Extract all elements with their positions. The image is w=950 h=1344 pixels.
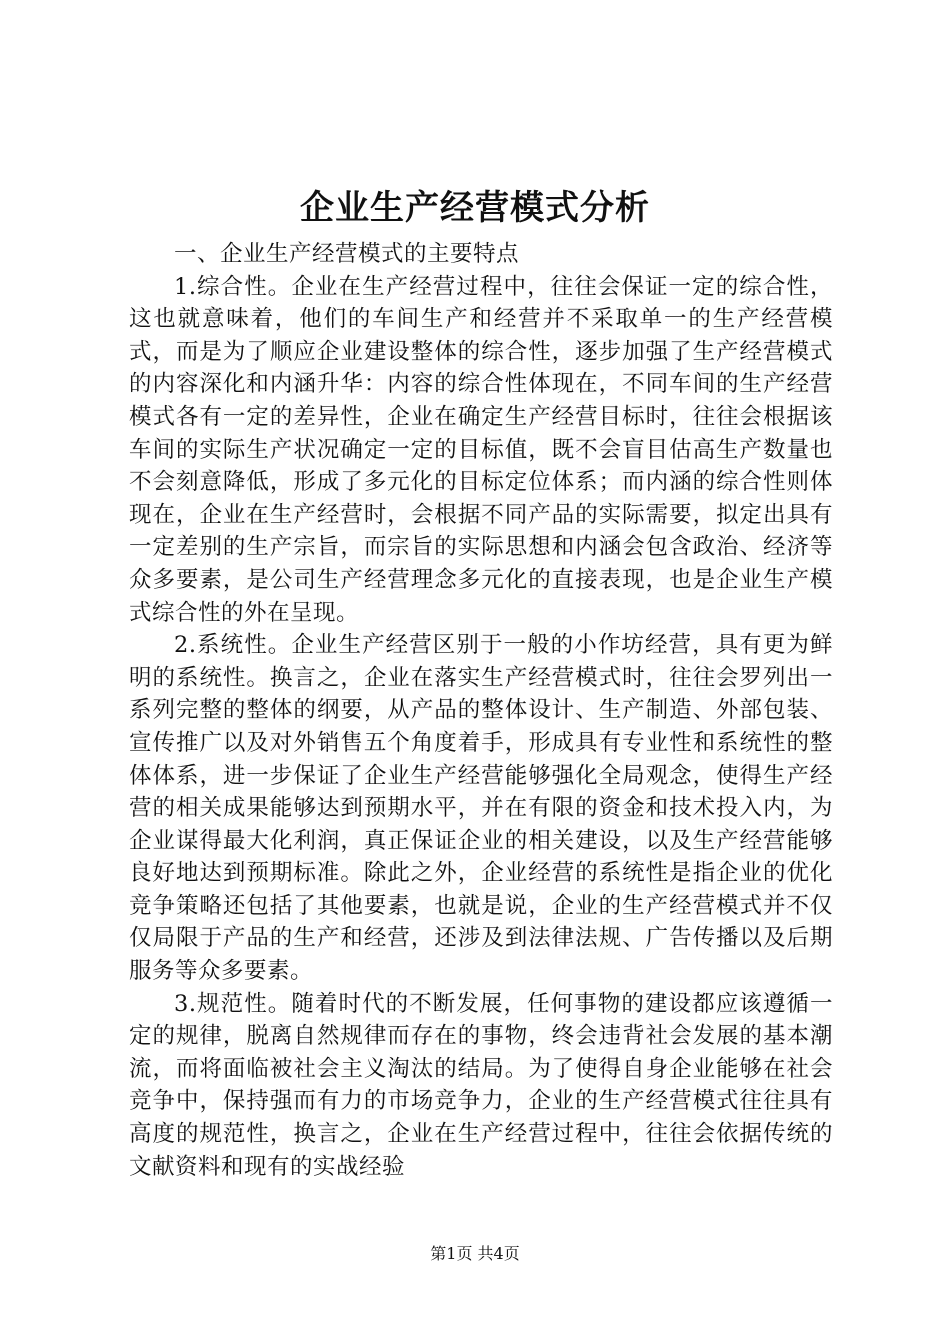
document-body <box>129 238 833 1183</box>
paragraph-systematicness: 2.系统性。企业生产经营区别于一般的小作坊经营，具有更为鲜明的系统性。换言之，企业在落实生产经营模式时，往往会罗列出一系列完整的整体的纲要，从产品的整体设计、生产制造、外部包装、宣传推广以及对外销售五个角度着手，形成具有专业性和系统性的整体体系，进一步保证了企业生产经营能够强化全局观念，使得生产经营的相关成果能够达到预期水平，并在有限的资金和技术投入内，为企业谋得最大化利润，真正保证企业的相关建设，以及生产经营能够良好地达到预期标准。除此之外，企业经营的系统性是指企业的优化竞争策略还包括了其他要素，也就是说，企业的生产经营模式并不仅仅局限于产品的生产和经营，还涉及到法律法规、广告传播以及后期服务等众多要素。 <box>129 632 833 985</box>
page-number-footer: 第1页 共4页 <box>430 1244 520 1263</box>
paragraph-comprehensiveness: 1.综合性。企业在生产经营过程中，往往会保证一定的综合性，这也就意味着，他们的车间生产和经营并不采取单一的生产经营模式，而是为了顺应企业建设整体的综合性，逐步加强了生产经营模式的内容深化和内涵升华：内容的综合性体现在，不同车间的生产经营模式各有一定的差异性，企业在确定生产经营目标时，往往会根据该车间的实际生产状况确定一定的目标值，既不会盲目估高生产数量也不会刻意降低，形成了多元化的目标定位体系；而内涵的综合性则体现在，企业在生产经营时，会根据不同产品的实际需要，拟定出具有一定差别的生产宗旨，而宗旨的实际思想和内涵会包含政治、经济等众多要素，是公司生产经营理念多元化的直接表现，也是企业生产模式综合性的外在呈现。 <box>129 273 833 626</box>
section-heading: 一、企业生产经营模式的主要特点 <box>174 241 520 267</box>
paragraph-standardization: 3.规范性。随着时代的不断发展，任何事物的建设都应该遵循一定的规律，脱离自然规律而存在的事物，终会违背社会发展的基本潮流，而将面临被社会主义淘汰的结局。为了使得自身企业能够在社会竞争中，保持强而有力的市场竞争力，企业的生产经营模式往往具有高度的规范性，换言之，企业在生产经营过程中，往往会依据传统的文献资料和现有的实战经验 <box>129 990 833 1180</box>
document-title: 企业生产经营模式分析 <box>300 188 650 228</box>
